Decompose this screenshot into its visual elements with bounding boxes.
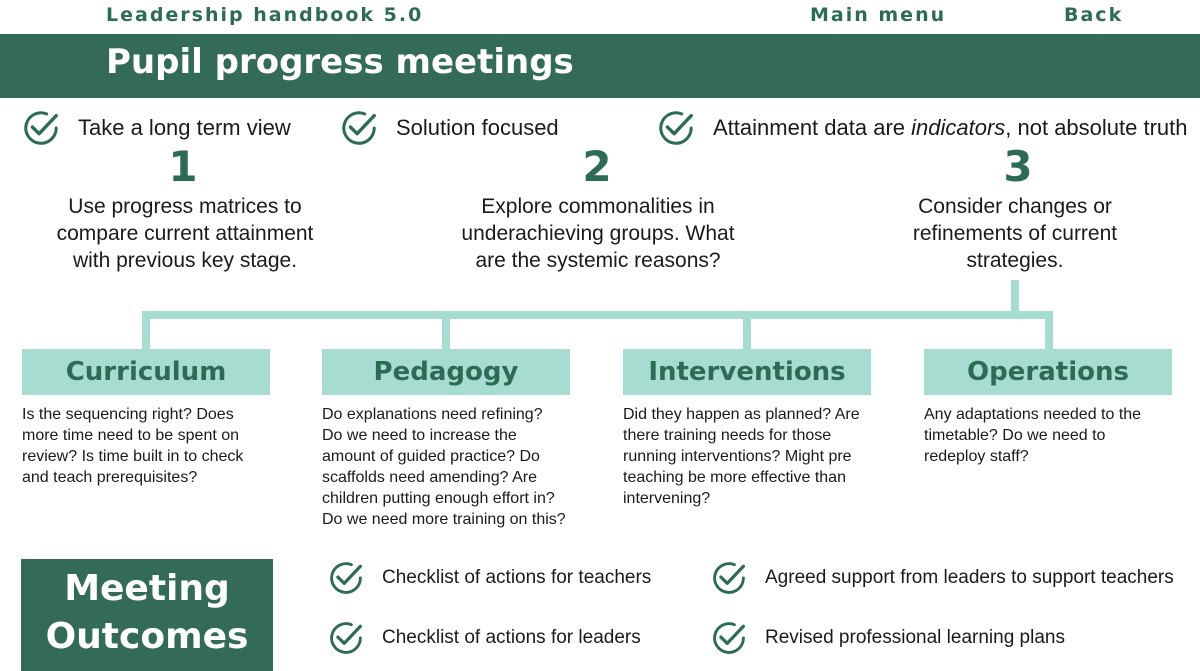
area-questions-pedagogy: Do explanations need refining? Do we need to increase the amount of guided practice? Do scaffolds need amending? Are children putting enough effort in? Do we need more training on this? [322, 406, 566, 528]
area-heading-text: Pedagogy [373, 357, 519, 387]
area-heading-text: Curriculum [65, 357, 227, 387]
outcome-text: Checklist of actions for teachers [382, 567, 652, 588]
area-heading-text: Interventions [648, 357, 846, 387]
principle-text: Solution focused [396, 115, 559, 140]
outcomes-title-line: Outcomes [45, 616, 249, 657]
outcome-text: Revised professional learning plans [765, 627, 1065, 648]
principle-text: Attainment data are indicators, not absolute truth [713, 115, 1188, 140]
area-questions-interventions: Did they happen as planned? Are there training needs for those running interventions? Might pre teaching be more effective than intervening? [623, 406, 860, 507]
connector-drop [442, 311, 450, 349]
connector-drop [142, 311, 150, 349]
main-menu-link[interactable]: Main menu [810, 4, 947, 26]
outcome-item [711, 618, 1065, 658]
principle-2 [340, 108, 559, 148]
outcome-item [328, 618, 641, 658]
area-heading-interventions [623, 349, 871, 395]
area-heading-pedagogy [322, 349, 570, 395]
check-circle-icon [340, 109, 378, 147]
connector-drop [1045, 311, 1053, 349]
area-heading-curriculum [22, 349, 270, 395]
check-circle-icon [328, 560, 364, 596]
handbook-title: Leadership handbook 5.0 [106, 4, 424, 26]
back-link[interactable]: Back [1064, 4, 1124, 26]
principle-3 [657, 108, 1188, 148]
check-circle-icon [657, 109, 695, 147]
area-questions-curriculum: Is the sequencing right? Does more time need to be spent on review? Is time built in to check and teach prerequisites? [22, 406, 244, 486]
step-description: Consider changes or refinements of current strategies. [912, 195, 1118, 272]
connector-drop [743, 311, 751, 349]
step-number: 3 [1003, 142, 1033, 191]
page-title: Pupil progress meetings [106, 42, 574, 82]
outcome-text: Agreed support from leaders to support teachers [765, 567, 1174, 588]
meeting-outcomes-box [21, 559, 273, 671]
principle-text: Take a long term view [78, 115, 291, 140]
outcome-item [711, 558, 1174, 598]
area-questions-operations: Any adaptations needed to the timetable? Do we need to redeploy staff? [924, 406, 1142, 465]
step-number: 1 [168, 142, 198, 191]
step-description: Explore commonalities in underachieving groups. What are the systemic reasons? [461, 195, 735, 272]
outcomes-title-line: Meeting [64, 568, 230, 609]
step-description: Use progress matrices to compare current attainment with previous key stage. [56, 195, 314, 272]
connector-stem [1011, 280, 1019, 315]
connector-bar [142, 311, 1053, 319]
check-circle-icon [711, 560, 747, 596]
check-circle-icon [328, 620, 364, 656]
top-navigation [0, 0, 1200, 34]
area-heading-text: Operations [967, 357, 1129, 387]
check-circle-icon [711, 620, 747, 656]
outcome-item [328, 558, 651, 598]
title-banner [0, 34, 1200, 98]
outcome-text: Checklist of actions for leaders [382, 627, 641, 648]
step-number: 2 [582, 142, 612, 191]
check-circle-icon [22, 109, 60, 147]
area-heading-operations [924, 349, 1172, 395]
